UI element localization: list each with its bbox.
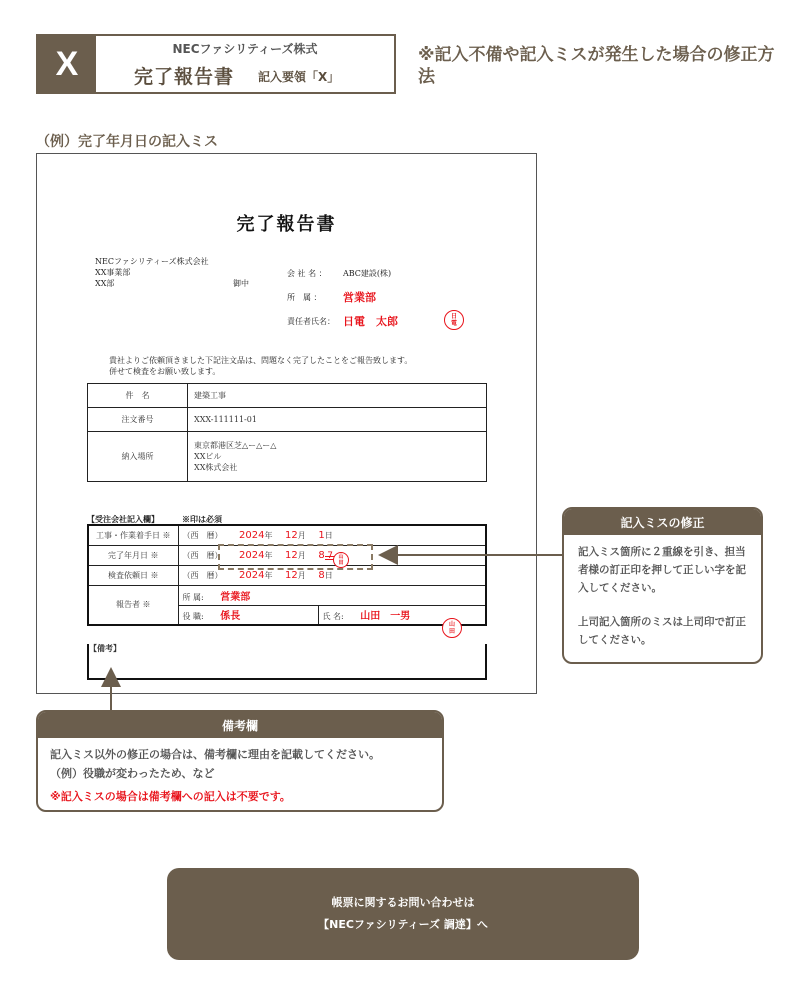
correction-callout-text: 記入ミス箇所に２重線を引き、担当者様の訂正印を押して正しい字を記入してください。 [578, 546, 746, 594]
correction-seal [333, 552, 349, 568]
addressee-honorific: 御中 [233, 279, 249, 288]
section-head-right: ※印は必須 [182, 514, 222, 524]
year-unit: 年 [264, 550, 273, 560]
year-unit: 年 [264, 530, 273, 540]
sample-document [36, 153, 537, 694]
remarks-callout-warning: ※記入ミスの場合は備考欄への記入は不要です。 [50, 790, 291, 803]
order-number-label: 注文番号 [88, 408, 188, 432]
inquiry-footer [167, 868, 639, 960]
year-value: 2024 [239, 569, 265, 581]
addressee-line3: XX部 [95, 279, 115, 288]
remarks-label: 【備考】 [89, 643, 121, 653]
header-company: NECファシリティーズ株式 [172, 42, 318, 56]
month-unit: 月 [297, 570, 306, 580]
arrow-left-icon [378, 545, 398, 565]
reporter-name [318, 605, 486, 625]
seal-char: 田 [338, 560, 344, 566]
header-title: 完了報告書 [134, 66, 235, 88]
month-unit: 月 [297, 550, 306, 560]
seal-char: 山 [338, 554, 344, 560]
dept-label: 所 属: [182, 592, 204, 602]
delivery-line: XX株式会社 [194, 463, 238, 472]
remarks-callout [36, 710, 444, 812]
year-unit: 年 [264, 570, 273, 580]
order-number-value: XXX-111111-01 [188, 408, 487, 432]
remarks-callout-text: （例）役職が変わったため、など [50, 767, 215, 780]
footer-line1: 帳票に関するお問い合わせは [331, 896, 475, 909]
year-value: 2024 [239, 549, 265, 561]
sender-dept-label: 所 属 ： [287, 293, 322, 302]
message-line1: 貴社よりご依頼頂きました下記注文品は、問題なく完了したことをご報告致します。 [109, 356, 413, 365]
month-unit: 月 [297, 530, 306, 540]
footer-line2: 【NECファシリティーズ 調達】へ [318, 918, 488, 931]
name-value: 山田 一男 [360, 611, 411, 623]
correction-callout-title: 記入ミスの修正 [564, 509, 761, 535]
day-unit: 日 [324, 530, 333, 540]
correction-callout-body [564, 535, 761, 657]
remarks-connector [110, 686, 112, 711]
remarks-callout-body [38, 738, 442, 812]
dept-value: 営業部 [220, 591, 251, 603]
month-value: 12 [285, 549, 298, 561]
reporter-dept [178, 585, 486, 605]
seal-char: 田 [448, 628, 455, 635]
remarks-callout-title: 備考欄 [38, 712, 442, 738]
example-label: （例）完了年月日の記入ミス [36, 134, 218, 150]
start-date-value [178, 525, 486, 545]
reporter-label: 報告者 ※ [88, 585, 178, 625]
callout-connector [396, 554, 562, 556]
sender-person-label: 責任者氏名： [287, 317, 335, 326]
completion-table [87, 524, 487, 626]
role-label: 役 職: [182, 612, 204, 622]
role-value: 係長 [220, 611, 241, 623]
document-title: 完了報告書 [236, 214, 337, 235]
day-unit: 日 [324, 570, 333, 580]
delivery-line: 東京都港区芝△ー△ー△ [194, 441, 277, 450]
correction-callout-text: 上司記入箇所のミスは上司印で訂正してください。 [578, 616, 746, 646]
seal-char: 日 [450, 313, 457, 320]
start-date-label: 工事・作業着手日 ※ [88, 525, 178, 545]
addressee-line1: NECファシリティーズ株式会社 [95, 257, 209, 266]
order-table [87, 383, 487, 482]
month-value: 12 [285, 569, 298, 581]
table-row [88, 585, 486, 605]
table-row [88, 408, 487, 432]
sender-company-label: 会 社 名 ： [287, 269, 327, 278]
header-note: ※記入不備や記入ミスが発生した場合の修正方法 [418, 45, 775, 87]
order-subject-label: 件 名 [88, 384, 188, 408]
correction-callout [562, 507, 763, 664]
addressee-line2: XX事業部 [95, 268, 131, 277]
sender-person-value: 日電 太郎 [343, 315, 398, 328]
form-letter-badge: X [38, 36, 96, 92]
table-row [88, 525, 486, 545]
delivery-place-label: 納入場所 [88, 432, 188, 482]
day-value: 8 [318, 569, 325, 581]
seal-char: 電 [450, 320, 457, 327]
sender-dept-value: 営業部 [343, 291, 376, 304]
table-row [88, 432, 487, 482]
message-line2: 併せて検査をお願い致します。 [109, 367, 221, 376]
arrow-up-icon [101, 667, 121, 687]
section-head-left: 【受注会社記入欄】 [87, 514, 159, 524]
form-header-box [36, 34, 396, 94]
correction-highlight-box [218, 544, 373, 570]
day-value: 1 [318, 529, 325, 541]
day-value: 8 [318, 549, 325, 561]
completion-date-label: 完了年月日 ※ [88, 545, 178, 565]
reporter-seal [442, 618, 462, 638]
year-value: 2024 [239, 529, 265, 541]
reporter-role [178, 605, 318, 625]
name-label: 氏 名: [322, 612, 344, 622]
responsible-seal [444, 310, 464, 330]
header-subtitle: 記入要領「X」 [258, 70, 340, 84]
era-label: （西 暦） [182, 570, 223, 580]
era-label: （西 暦） [182, 550, 223, 560]
inspection-date-label: 検査依頼日 ※ [88, 565, 178, 585]
order-subject-value: 建築工事 [188, 384, 487, 408]
delivery-line: XXビル [194, 452, 222, 461]
remarks-box [87, 644, 487, 680]
seal-char: 山 [448, 621, 455, 628]
era-label: （西 暦） [182, 530, 223, 540]
table-row [88, 384, 487, 408]
sender-company-value: ABC建設(株) [343, 269, 392, 278]
month-value: 12 [285, 529, 298, 541]
delivery-place-value [188, 432, 487, 482]
remarks-callout-text: 記入ミス以外の修正の場合は、備考欄に理由を記載してください。 [50, 748, 380, 761]
